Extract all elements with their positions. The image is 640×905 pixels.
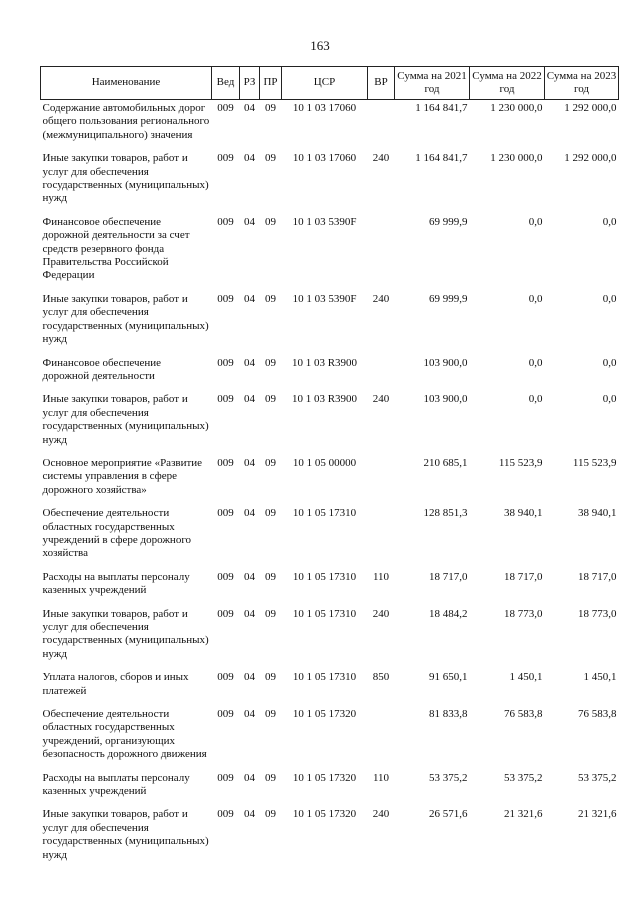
cell-csr: 10 1 03 5390F — [292, 215, 357, 228]
cell-pr: 09 — [265, 570, 276, 583]
cell-sum-2023: 115 523,9 — [572, 456, 617, 469]
cell-pr: 09 — [265, 292, 276, 305]
page-number: 163 — [310, 38, 330, 53]
cell-rz: 04 — [244, 292, 255, 305]
cell-sum-2021: 18 717,0 — [429, 570, 468, 583]
cell-rz: 04 — [244, 393, 255, 406]
header-name: Наименование — [41, 67, 212, 100]
cell-sum-2022: 0,0 — [528, 356, 543, 369]
cell-name: Основное мероприятие «Развитие системы управления в сфере дорожного хозяйства» — [42, 456, 203, 496]
cell-name: Обеспечение деятельности областных государственных учреждений в сфере дорожного хозяйства — [42, 507, 192, 560]
table-row — [41, 355, 619, 392]
cell-csr: 10 1 05 17320 — [292, 771, 357, 784]
header-vr: ВР — [368, 67, 395, 100]
table-row — [41, 806, 619, 870]
cell-sum-2021: 18 484,2 — [429, 607, 468, 620]
cell-ved: 009 — [217, 708, 234, 721]
cell-pr: 09 — [265, 152, 276, 165]
cell-vr — [368, 214, 395, 291]
table-row — [41, 770, 619, 807]
cell-rz: 04 — [244, 771, 255, 784]
table-row — [41, 291, 619, 355]
cell-rz: 04 — [244, 708, 255, 721]
cell-pr: 09 — [265, 708, 276, 721]
cell-name: Расходы на выплаты персоналу казенных учреждений — [42, 771, 190, 798]
cell-csr: 10 1 03 R3900 — [291, 356, 358, 369]
cell-pr: 09 — [265, 456, 276, 469]
cell-sum-2021: 1 164 841,7 — [415, 152, 468, 165]
header-rz: РЗ — [240, 67, 260, 100]
cell-ved: 009 — [217, 152, 234, 165]
cell-vr: 240 — [372, 393, 390, 406]
cell-csr: 10 1 05 17320 — [292, 808, 357, 821]
cell-vr: 240 — [372, 292, 390, 305]
cell-vr — [368, 100, 395, 151]
cell-rz: 04 — [244, 671, 255, 684]
table-row — [41, 569, 619, 606]
cell-vr — [368, 706, 395, 770]
cell-name: Иные закупки товаров, работ и услуг для обеспечения государственных (муниципальных) нужд — [42, 393, 209, 446]
cell-ved: 009 — [217, 507, 234, 520]
cell-sum-2021: 128 851,3 — [423, 507, 468, 520]
cell-csr: 10 1 05 17310 — [292, 507, 357, 520]
cell-vr: 110 — [372, 771, 390, 784]
cell-rz: 04 — [244, 356, 255, 369]
cell-pr: 09 — [265, 808, 276, 821]
header-ved: Вед — [212, 67, 240, 100]
cell-sum-2023: 0,0 — [602, 292, 617, 305]
cell-sum-2023: 1 292 000,0 — [564, 102, 617, 114]
cell-ved: 009 — [217, 215, 234, 228]
cell-sum-2021: 91 650,1 — [429, 671, 468, 684]
cell-name: Содержание автомобильных дорог общего пользования регионального (межмуниципального) значения — [42, 102, 210, 141]
cell-sum-2021: 69 999,9 — [429, 215, 468, 228]
cell-csr: 10 1 05 17310 — [292, 671, 357, 684]
cell-ved: 009 — [217, 356, 234, 369]
cell-vr — [368, 455, 395, 505]
cell-csr: 10 1 05 00000 — [292, 456, 357, 469]
cell-name: Обеспечение деятельности областных государственных учреждений, организующих безопасность дорожного движения — [42, 708, 207, 761]
cell-csr: 10 1 03 5390F — [292, 292, 357, 305]
cell-sum-2021: 81 833,8 — [429, 708, 468, 721]
cell-name: Расходы на выплаты персоналу казенных учреждений — [42, 570, 190, 597]
cell-csr: 10 1 03 17060 — [292, 102, 357, 114]
header-2021: Сумма на 2021 год — [395, 67, 470, 100]
cell-sum-2022: 0,0 — [528, 215, 543, 228]
cell-sum-2023: 0,0 — [602, 215, 617, 228]
cell-rz: 04 — [244, 808, 255, 821]
cell-sum-2022: 0,0 — [528, 292, 543, 305]
cell-sum-2023: 0,0 — [602, 356, 617, 369]
cell-sum-2023: 76 583,8 — [578, 708, 617, 721]
table-row — [41, 505, 619, 569]
cell-sum-2023: 18 717,0 — [578, 570, 617, 583]
table-row — [41, 391, 619, 455]
cell-sum-2021: 26 571,6 — [429, 808, 468, 821]
header-2022: Сумма на 2022 год — [470, 67, 545, 100]
cell-sum-2022: 38 940,1 — [504, 507, 543, 520]
cell-rz: 04 — [244, 215, 255, 228]
cell-rz: 04 — [244, 456, 255, 469]
cell-sum-2023: 1 450,1 — [583, 671, 617, 684]
cell-name: Иные закупки товаров, работ и услуг для обеспечения государственных (муниципальных) нужд — [42, 607, 209, 660]
cell-rz: 04 — [244, 507, 255, 520]
cell-pr: 09 — [265, 102, 276, 114]
cell-vr: 110 — [372, 570, 390, 583]
header-2023: Сумма на 2023 год — [545, 67, 619, 100]
cell-rz: 04 — [244, 607, 255, 620]
cell-vr: 240 — [372, 808, 390, 821]
table-row — [41, 455, 619, 505]
cell-rz: 04 — [244, 102, 255, 114]
cell-pr: 09 — [265, 671, 276, 684]
cell-pr: 09 — [265, 507, 276, 520]
cell-pr: 09 — [265, 771, 276, 784]
cell-pr: 09 — [265, 393, 276, 406]
cell-name: Финансовое обеспечение дорожной деятельности за счет средств резервного фонда Правительства Российской Федерации — [42, 215, 190, 282]
cell-csr: 10 1 05 17320 — [292, 708, 357, 721]
cell-ved: 009 — [217, 292, 234, 305]
cell-sum-2021: 210 685,1 — [423, 456, 468, 469]
cell-rz: 04 — [244, 152, 255, 165]
cell-sum-2022: 21 321,6 — [504, 808, 543, 821]
cell-sum-2021: 53 375,2 — [429, 771, 468, 784]
header-csr: ЦСР — [282, 67, 368, 100]
cell-ved: 009 — [217, 808, 234, 821]
cell-vr — [368, 505, 395, 569]
table-row — [41, 669, 619, 706]
cell-name: Финансовое обеспечение дорожной деятельности — [42, 356, 162, 382]
cell-sum-2022: 115 523,9 — [498, 456, 543, 469]
cell-pr: 09 — [265, 215, 276, 228]
cell-sum-2022: 18 773,0 — [504, 607, 543, 620]
budget-table — [40, 66, 619, 870]
cell-sum-2022: 1 230 000,0 — [490, 102, 543, 114]
cell-csr: 10 1 05 17310 — [292, 607, 357, 620]
table-header-row — [41, 67, 619, 100]
cell-name: Уплата налогов, сборов и иных платежей — [42, 671, 189, 697]
cell-rz: 04 — [244, 570, 255, 583]
cell-sum-2023: 53 375,2 — [578, 771, 617, 784]
cell-ved: 009 — [217, 570, 234, 583]
cell-sum-2023: 0,0 — [602, 393, 617, 406]
cell-sum-2023: 18 773,0 — [578, 607, 617, 620]
cell-sum-2023: 38 940,1 — [578, 507, 617, 520]
table-row — [41, 706, 619, 770]
header-pr: ПР — [260, 67, 282, 100]
cell-pr: 09 — [265, 356, 276, 369]
cell-ved: 009 — [217, 102, 234, 114]
cell-sum-2023: 1 292 000,0 — [564, 152, 617, 165]
cell-name: Иные закупки товаров, работ и услуг для обеспечения государственных (муниципальных) нужд — [42, 292, 209, 346]
cell-ved: 009 — [217, 393, 234, 406]
cell-csr: 10 1 03 17060 — [292, 152, 357, 165]
cell-vr: 240 — [372, 607, 390, 620]
cell-sum-2022: 0,0 — [528, 393, 543, 406]
cell-vr: 240 — [372, 152, 390, 165]
cell-sum-2021: 1 164 841,7 — [415, 102, 468, 114]
cell-ved: 009 — [217, 607, 234, 620]
cell-sum-2022: 18 717,0 — [504, 570, 543, 583]
table-row — [41, 100, 619, 151]
cell-csr: 10 1 03 R3900 — [291, 393, 358, 406]
table-row — [41, 606, 619, 670]
cell-sum-2022: 76 583,8 — [504, 708, 543, 721]
cell-name: Иные закупки товаров, работ и услуг для обеспечения государственных (муниципальных) нужд — [42, 808, 209, 861]
cell-sum-2023: 21 321,6 — [578, 808, 617, 821]
cell-name: Иные закупки товаров, работ и услуг для обеспечения государственных (муниципальных) нужд — [42, 152, 209, 205]
cell-sum-2021: 103 900,0 — [423, 393, 468, 406]
cell-sum-2021: 103 900,0 — [423, 356, 468, 369]
cell-ved: 009 — [217, 771, 234, 784]
cell-vr — [368, 355, 395, 392]
table-row — [41, 150, 619, 214]
table-body — [41, 100, 619, 871]
cell-pr: 09 — [265, 607, 276, 620]
cell-sum-2022: 1 230 000,0 — [490, 152, 543, 165]
cell-sum-2022: 53 375,2 — [504, 771, 543, 784]
cell-csr: 10 1 05 17310 — [292, 570, 357, 583]
cell-ved: 009 — [217, 456, 234, 469]
cell-ved: 009 — [217, 671, 234, 684]
cell-vr: 850 — [372, 671, 390, 684]
table-row — [41, 214, 619, 291]
cell-sum-2021: 69 999,9 — [429, 292, 468, 305]
cell-sum-2022: 1 450,1 — [509, 671, 543, 684]
